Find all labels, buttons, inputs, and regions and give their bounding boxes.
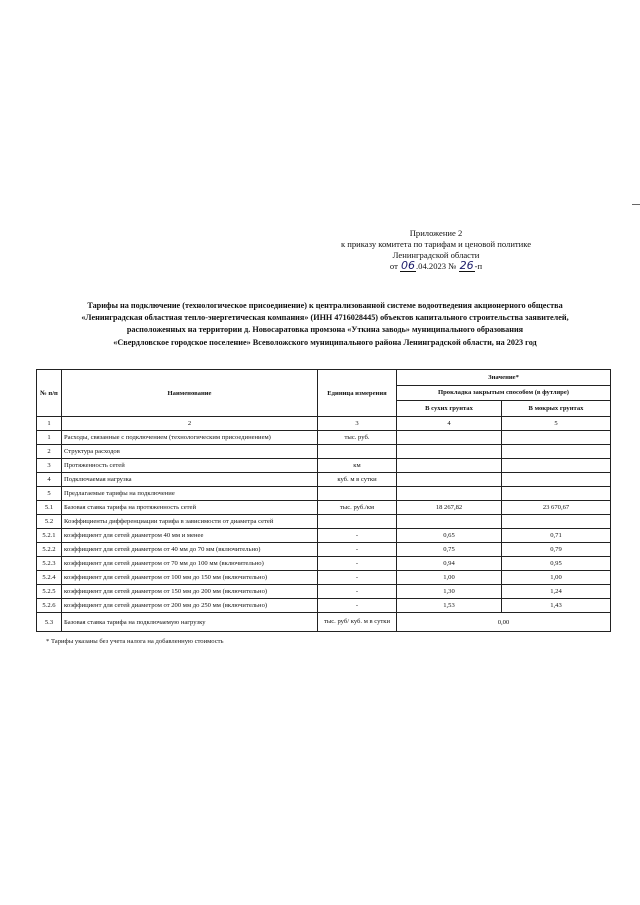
table-row xyxy=(37,543,611,557)
header-unit: Единица измерения xyxy=(318,370,397,417)
row-value-wet: 1,43 xyxy=(502,599,611,613)
appendix-order-line: к приказу комитета по тарифам и ценовой политике xyxy=(340,239,532,249)
row-num: 5 xyxy=(37,487,62,501)
row-num: 3 xyxy=(37,459,62,473)
row-value-dry: 0,94 xyxy=(397,557,502,571)
row-value-dry xyxy=(397,431,502,445)
row-unit: тыс. руб/ куб. м в сутки xyxy=(318,613,397,632)
appendix-title: Приложение 2 xyxy=(409,228,463,238)
row-unit: км xyxy=(318,459,397,473)
row-value-merged: 0,00 xyxy=(397,613,611,632)
row-name: Коэффициенты дифференциации тарифа в зависимости от диаметра сетей xyxy=(62,515,318,529)
row-value-dry: 1,53 xyxy=(397,599,502,613)
table-row-last xyxy=(37,613,611,632)
row-value-wet xyxy=(502,473,611,487)
row-unit xyxy=(318,487,397,501)
document-title xyxy=(56,300,594,349)
row-value-dry: 1,30 xyxy=(397,585,502,599)
table-row xyxy=(37,529,611,543)
row-name: Базовая ставка тарифа на протяженность сетей xyxy=(62,501,318,515)
col-number: 2 xyxy=(62,417,318,431)
appendix-header xyxy=(300,228,572,272)
tariffs-table xyxy=(36,369,611,632)
handwritten-day: 06 xyxy=(401,259,416,272)
header-name: Наименование xyxy=(62,370,318,417)
row-name: коэффициент для сетей диаметром от 40 мм до 70 мм (включительно) xyxy=(62,543,318,557)
row-unit: - xyxy=(318,599,397,613)
table-row xyxy=(37,515,611,529)
table-row xyxy=(37,501,611,515)
date-from-label: от xyxy=(389,261,398,271)
row-value-wet xyxy=(502,431,611,445)
table-row xyxy=(37,473,611,487)
title-line-1: Тарифы на подключение (технологическое присоединение) к централизованной системе водоотведения акционерного общества xyxy=(87,301,563,310)
row-num: 5.2.3 xyxy=(37,557,62,571)
row-value-dry: 18 267,82 xyxy=(397,501,502,515)
row-name: коэффициент для сетей диаметром 40 мм и менее xyxy=(62,529,318,543)
table-row xyxy=(37,487,611,501)
row-name: коэффициент для сетей диаметром от 150 мм до 200 мм (включительно) xyxy=(62,585,318,599)
row-num: 5.2.1 xyxy=(37,529,62,543)
col-number: 3 xyxy=(318,417,397,431)
row-num: 2 xyxy=(37,445,62,459)
title-line-2: «Ленинградская областная тепло-энергетическая компания» (ИНН 4716028445) объектов капитального строительства заявителей, xyxy=(81,313,569,323)
row-num: 4 xyxy=(37,473,62,487)
row-name: коэффициент для сетей диаметром от 100 мм до 150 мм (включительно) xyxy=(62,571,318,585)
table-row xyxy=(37,557,611,571)
col-number: 1 xyxy=(37,417,62,431)
row-num: 5.1 xyxy=(37,501,62,515)
header-value: Значение* xyxy=(397,370,611,386)
row-name: Расходы, связанные с подключением (технологическим присоединением) xyxy=(62,431,318,445)
row-value-wet xyxy=(502,487,611,501)
column-numbers-row xyxy=(37,417,611,431)
header-num: № п/п xyxy=(37,370,62,417)
row-unit: тыс. руб./км xyxy=(318,501,397,515)
row-name: коэффициент для сетей диаметром от 200 мм до 250 мм (включительно) xyxy=(62,599,318,613)
row-name: Структура расходов xyxy=(62,445,318,459)
header-method: Прокладка закрытым способом (в футляре) xyxy=(397,385,611,401)
row-unit: - xyxy=(318,543,397,557)
row-num: 5.3 xyxy=(37,613,62,632)
col-number: 5 xyxy=(502,417,611,431)
row-value-wet: 0,79 xyxy=(502,543,611,557)
row-value-wet xyxy=(502,459,611,473)
row-unit: - xyxy=(318,571,397,585)
date-rest: .04.2023 № xyxy=(416,261,457,271)
row-num: 5.2.5 xyxy=(37,585,62,599)
row-name: Подключаемая нагрузка xyxy=(62,473,318,487)
row-value-dry xyxy=(397,487,502,501)
row-unit xyxy=(318,445,397,459)
row-value-dry xyxy=(397,445,502,459)
row-name: коэффициент для сетей диаметром от 70 мм до 100 мм (включительно) xyxy=(62,557,318,571)
row-value-dry: 1,00 xyxy=(397,571,502,585)
header-wet: В мокрых грунтах xyxy=(502,401,611,417)
appendix-region: Ленинградской области xyxy=(392,250,480,260)
row-unit: - xyxy=(318,529,397,543)
row-num: 5.2 xyxy=(37,515,62,529)
col-number: 4 xyxy=(397,417,502,431)
row-unit: тыс. руб. xyxy=(318,431,397,445)
table-row xyxy=(37,431,611,445)
row-value-dry xyxy=(397,459,502,473)
row-value-wet: 0,95 xyxy=(502,557,611,571)
row-name: Предлагаемые тарифы на подключение xyxy=(62,487,318,501)
row-num: 1 xyxy=(37,431,62,445)
row-name: Базовая ставка тарифа на подключаемую нагрузку xyxy=(62,613,318,632)
row-value-wet: 0,71 xyxy=(502,529,611,543)
table-row xyxy=(37,585,611,599)
table-row xyxy=(37,445,611,459)
footnote: * Тарифы указаны без учета налога на добавленную стоимость xyxy=(46,638,224,645)
row-name: Протяженность сетей xyxy=(62,459,318,473)
row-unit: куб. м в сутки xyxy=(318,473,397,487)
row-unit xyxy=(318,515,397,529)
row-value-dry: 0,65 xyxy=(397,529,502,543)
row-unit: - xyxy=(318,585,397,599)
row-value-wet xyxy=(502,515,611,529)
row-num: 5.2.4 xyxy=(37,571,62,585)
row-num: 5.2.6 xyxy=(37,599,62,613)
row-value-wet: 23 670,67 xyxy=(502,501,611,515)
number-suffix: -п xyxy=(474,261,483,271)
title-line-4: «Свердловское городское поселение» Всеволожского муниципального района Ленинградской области, на 2023 год xyxy=(113,337,537,347)
handwritten-number: 26 xyxy=(459,259,474,272)
table-row xyxy=(37,571,611,585)
table-row xyxy=(37,599,611,613)
row-num: 5.2.2 xyxy=(37,543,62,557)
row-value-dry xyxy=(397,515,502,529)
row-value-wet xyxy=(502,445,611,459)
row-unit: - xyxy=(318,557,397,571)
header-dry: В сухих грунтах xyxy=(397,401,502,417)
row-value-dry: 0,75 xyxy=(397,543,502,557)
table-row xyxy=(37,459,611,473)
title-line-3: расположенных на территории д. Новосаратовка промзона «Уткина заводь» муниципального образования xyxy=(126,325,524,335)
row-value-dry xyxy=(397,473,502,487)
scan-edge-mark xyxy=(632,204,640,205)
row-value-wet: 1,00 xyxy=(502,571,611,585)
row-value-wet: 1,24 xyxy=(502,585,611,599)
appendix-date-line xyxy=(300,261,572,272)
